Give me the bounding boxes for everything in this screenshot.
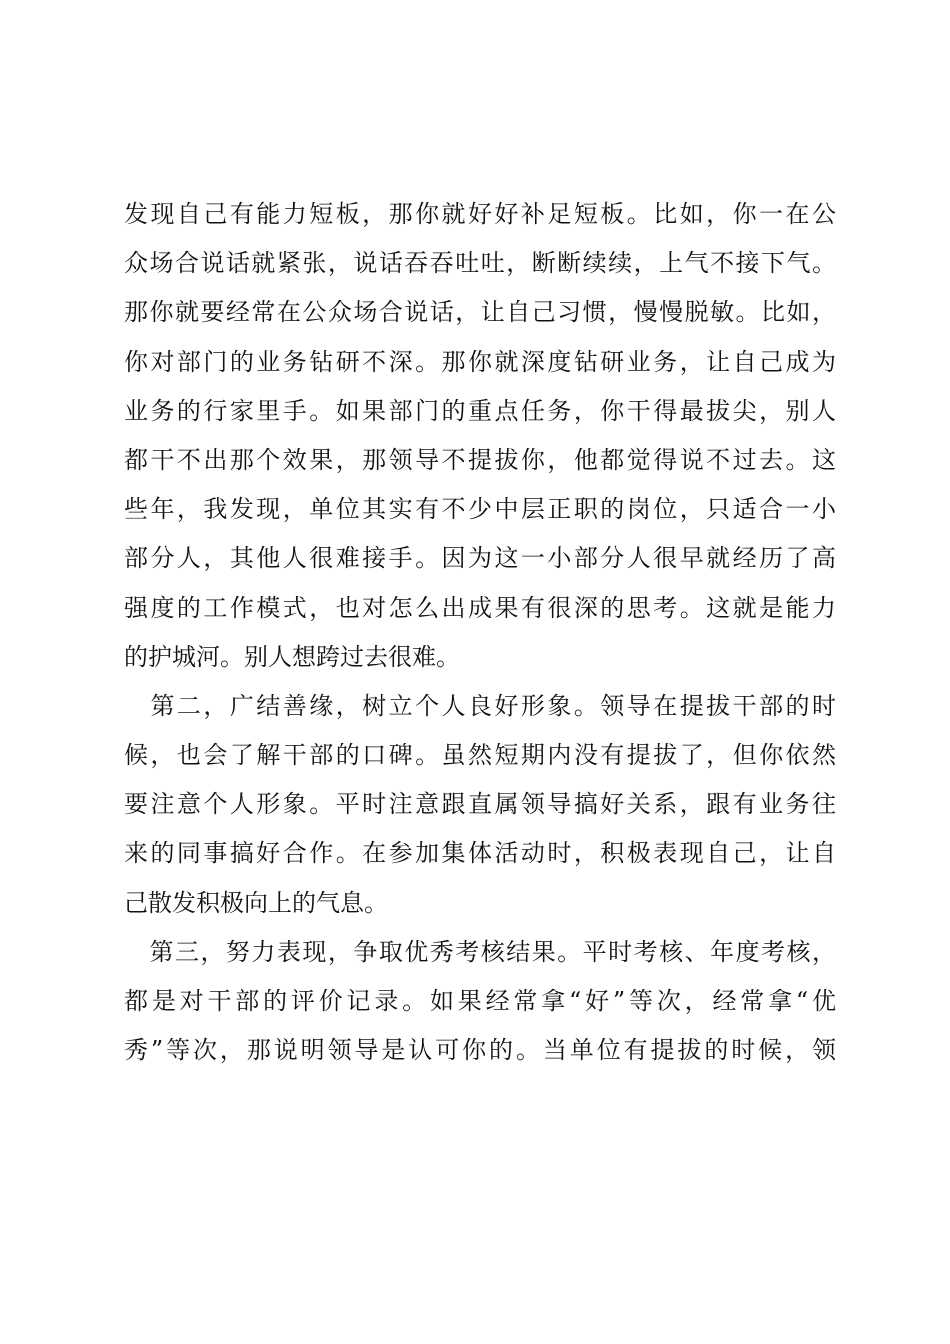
paragraph: [124, 190, 836, 682]
text-line: 秀”等次，那说明领导是认可你的。当单位有提拔的时候，领: [124, 1036, 836, 1065]
text-line: 第三，努力表现，争取优秀考核结果。平时考核、年度考核，: [124, 937, 836, 966]
text-line: 都是对干部的评价记录。如果经常拿“好”等次，经常拿“优: [124, 987, 836, 1015]
text-line: 众场合说话就紧张，说话吞吞吐吐，断断续续，上气不接下气。: [124, 249, 836, 278]
paragraph: [124, 682, 836, 928]
text-line: 来的同事搞好合作。在参加集体活动时，积极表现自己，让自: [124, 839, 836, 868]
text-line: 第二，广结善缘，树立个人良好形象。领导在提拔干部的时: [124, 691, 836, 720]
text-line: 些年，我发现，单位其实有不少中层正职的岗位，只适合一小: [124, 495, 836, 524]
paragraph: [124, 928, 836, 1076]
text-line: 你对部门的业务钻研不深。那你就深度钻研业务，让自己成为: [124, 347, 836, 376]
text-line: 部分人，其他人很难接手。因为这一小部分人很早就经历了高: [124, 544, 836, 573]
text-line: 的护城河。别人想跨过去很难。: [124, 642, 460, 671]
text-line: 那你就要经常在公众场合说话，让自己习惯，慢慢脱敏。比如，: [124, 298, 836, 327]
text-line: 候，也会了解干部的口碑。虽然短期内没有提拔了，但你依然: [124, 741, 836, 770]
text-line: 都干不出那个效果，那领导不提拔你，他都觉得说不过去。这: [124, 445, 836, 474]
text-line: 发现自己有能力短板，那你就好好补足短板。比如，你一在公: [124, 200, 836, 228]
body-text: [124, 190, 836, 1075]
text-line: 己散发积极向上的气息。: [124, 888, 388, 917]
text-line: 业务的行家里手。如果部门的重点任务，你干得最拔尖，别人: [124, 396, 836, 425]
text-line: 要注意个人形象。平时注意跟直属领导搞好关系，跟有业务往: [124, 790, 836, 819]
text-line: 强度的工作模式，也对怎么出成果有很深的思考。这就是能力: [124, 593, 836, 622]
